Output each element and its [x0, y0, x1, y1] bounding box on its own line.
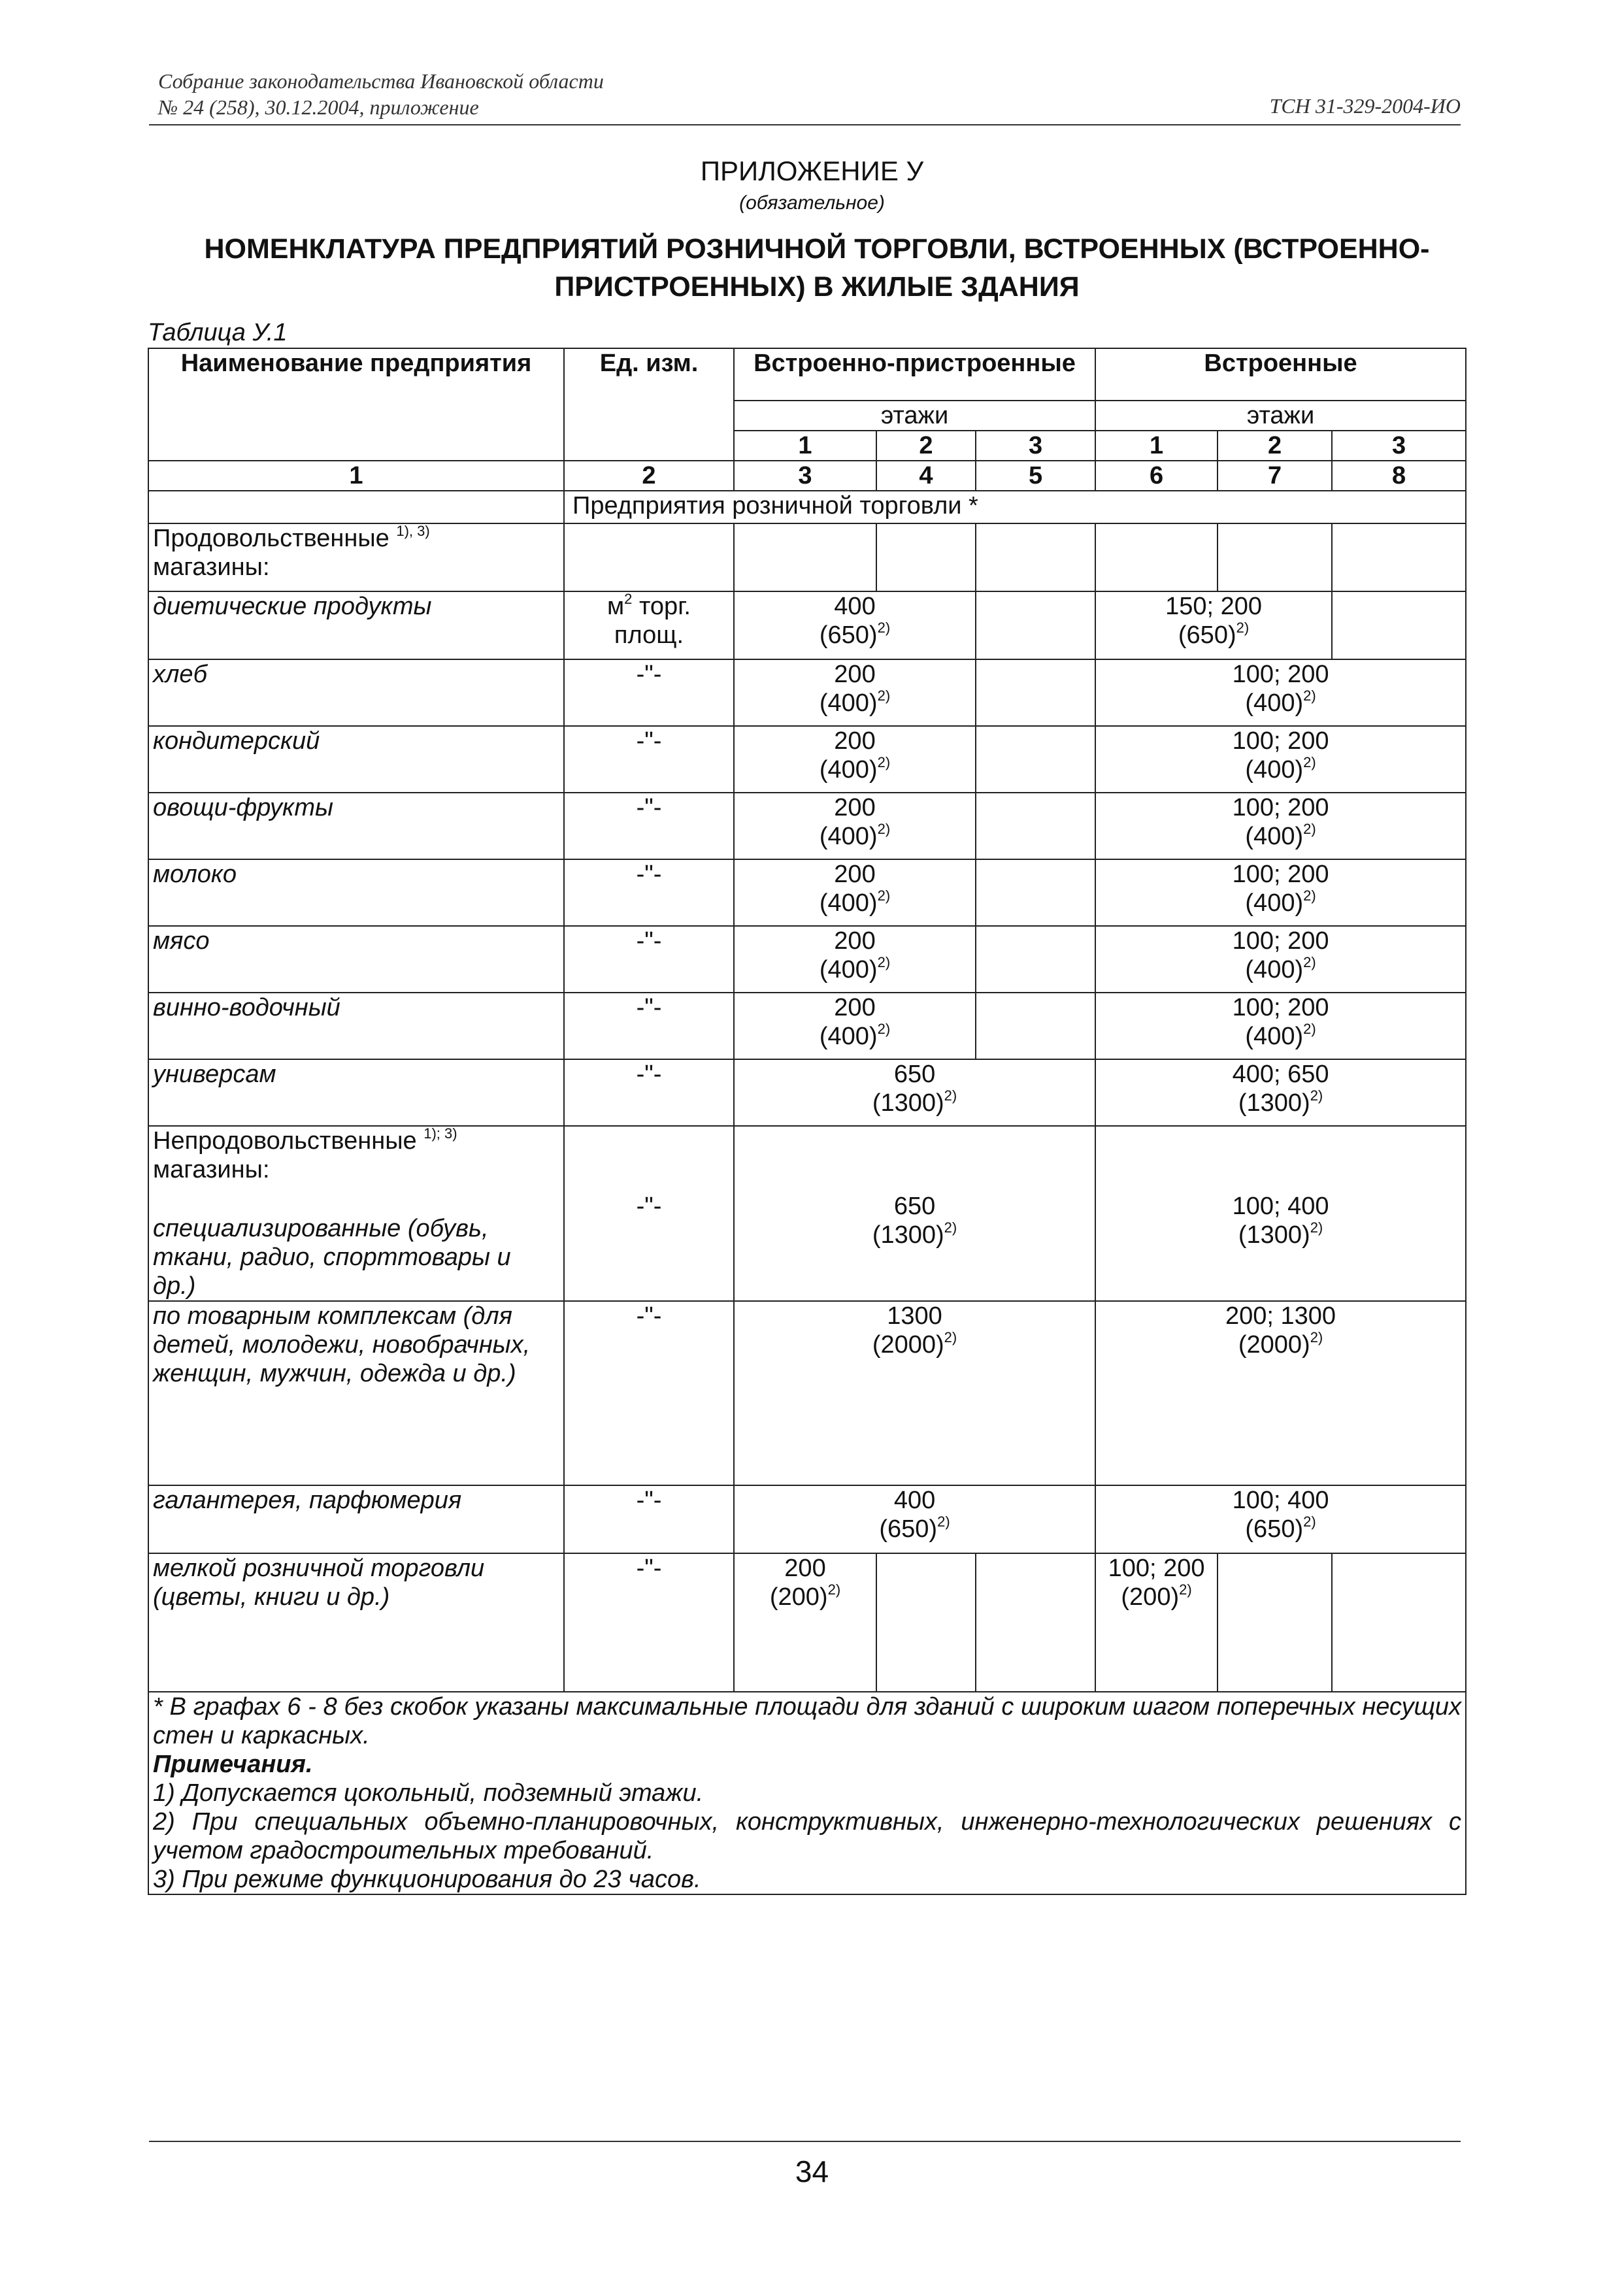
row-unit: -"-: [564, 793, 734, 859]
built-in-value: [1095, 659, 1466, 726]
value: 1300: [887, 1302, 942, 1330]
value: 400: [834, 593, 876, 620]
row-unit: -"-: [564, 926, 734, 993]
food-group-name2: магазины:: [153, 553, 270, 581]
attached-value: [734, 591, 976, 659]
value-paren: (400): [819, 1023, 878, 1050]
note-sup: 2): [1303, 687, 1316, 704]
value: 200: [834, 994, 876, 1021]
table-row: [148, 1553, 1466, 1692]
note-sup: 2): [1310, 1329, 1323, 1345]
section-title: Предприятия розничной торговли *: [564, 491, 1466, 523]
attached-value: [734, 793, 976, 859]
note-sup: 2): [944, 1087, 957, 1104]
note-1: 1) Допускается цокольный, подземный этажи.: [153, 1779, 704, 1807]
heading-line2: ПРИСТРОЕННЫХ) В ЖИЛЫЕ ЗДАНИЯ: [554, 271, 1080, 303]
table-row: [148, 859, 1466, 926]
table-row: [148, 1126, 1466, 1301]
table-row: [148, 726, 1466, 793]
row-unit: -"-: [564, 1553, 734, 1692]
note-sup: 2): [1303, 1021, 1316, 1037]
value: 100; 200: [1232, 794, 1329, 821]
value-paren: (400): [819, 756, 878, 784]
value-paren: (1300): [872, 1221, 944, 1249]
note-2: 2) При специальных объемно-планировочных, конструктивных, инженерно-технологических решениях с учетом градостроительных требований.: [153, 1808, 1462, 1864]
value: 200: [784, 1555, 826, 1582]
value: 100; 200: [1232, 861, 1329, 888]
attached-value: [734, 1126, 1095, 1301]
unit-m: м: [607, 593, 625, 620]
note-sup: 2): [877, 887, 891, 904]
note-sup: 2): [877, 619, 891, 636]
floor-number: 1: [1095, 431, 1218, 461]
header-rule: [149, 124, 1461, 125]
value-paren: (650): [1245, 1515, 1304, 1543]
row-unit: -"-: [564, 1485, 734, 1553]
header-name: Наименование предприятия: [148, 348, 564, 461]
nonfood-group-name2: магазины:: [153, 1156, 270, 1183]
note-sup: 2): [877, 821, 891, 837]
note-sup: 2): [1303, 1513, 1316, 1530]
attached-value: [734, 993, 976, 1059]
row-name: хлеб: [148, 659, 564, 726]
note-sup: 2): [1179, 1581, 1192, 1598]
value: 650: [893, 1061, 936, 1088]
row-unit: -"-: [564, 1126, 734, 1301]
table-row: [148, 993, 1466, 1059]
value: 200: [834, 927, 876, 955]
value: 100; 200: [1232, 927, 1329, 955]
value-paren: (1300): [1238, 1221, 1310, 1249]
value-paren: (200): [769, 1583, 828, 1611]
footer-rule: [149, 2141, 1461, 2142]
nonfood-group-note: 1); 3): [423, 1126, 457, 1142]
attached-value: [734, 659, 976, 726]
note-sup: 2): [944, 1329, 957, 1345]
source-line1: Собрание законодательства Ивановской области: [158, 69, 604, 93]
header-built-in: Встроенные: [1095, 348, 1466, 401]
attached-value: [734, 1059, 1095, 1126]
value: 200: [834, 727, 876, 755]
floor-number: 2: [1218, 431, 1332, 461]
note-sup: 2): [877, 687, 891, 704]
value: 100; 200: [1232, 661, 1329, 688]
page-number: 34: [795, 2154, 829, 2188]
row-unit: -"-: [564, 726, 734, 793]
value-paren: (400): [1245, 823, 1304, 850]
floor-number: 1: [734, 431, 876, 461]
note-sup: 2): [937, 1513, 950, 1530]
note-sup: 2): [1303, 887, 1316, 904]
value: 100; 200: [1232, 727, 1329, 755]
value-paren: (400): [819, 889, 878, 917]
value: 200: [834, 661, 876, 688]
value-paren: (400): [819, 689, 878, 717]
row-unit: -"-: [564, 1301, 734, 1485]
attached-value: [734, 1485, 1095, 1553]
unit-torg: торг.: [632, 593, 691, 620]
value-paren: (1300): [872, 1089, 944, 1117]
floor-number: 3: [1332, 431, 1466, 461]
row-name: диетические продукты: [148, 591, 564, 659]
built-in-value: [1095, 1485, 1466, 1553]
value: 200: [834, 794, 876, 821]
table-row: [148, 793, 1466, 859]
row-unit: [564, 591, 734, 659]
table-row: [148, 1485, 1466, 1553]
built-in-value: [1095, 591, 1332, 659]
document-code: ТСН 31-329-2004-ИО: [1269, 94, 1461, 118]
attached-value: [734, 1301, 1095, 1485]
value-paren: (400): [1245, 956, 1304, 983]
nonfood-group-name: Непродовольственные: [153, 1127, 417, 1155]
value: 400; 650: [1232, 1061, 1329, 1088]
built-in-value: [1095, 793, 1466, 859]
built-in-value: [1095, 1059, 1466, 1126]
row-name: галантерея, парфюмерия: [148, 1485, 564, 1553]
source-header: [158, 68, 812, 120]
built-in-value: [1095, 1301, 1466, 1485]
food-group-note: 1), 3): [396, 523, 430, 539]
note-3: 3) При режиме функционирования до 23 часов.: [153, 1866, 701, 1893]
column-number: 6: [1095, 461, 1218, 491]
attached-value: [734, 1553, 876, 1692]
nomenclature-table: [148, 348, 1467, 1895]
floor-number: 2: [876, 431, 976, 461]
value: 400: [893, 1487, 936, 1514]
food-group-label: [148, 523, 564, 591]
built-in-value: [1095, 993, 1466, 1059]
value: 100; 400: [1232, 1193, 1329, 1220]
row-unit: -"-: [564, 1059, 734, 1126]
row-name: мелкой розничной торговли (цветы, книги и др.): [148, 1553, 564, 1692]
value-paren: (2000): [872, 1331, 944, 1359]
row-unit: -"-: [564, 859, 734, 926]
appendix-title: ПРИЛОЖЕНИЕ У: [700, 156, 924, 186]
floor-number: 3: [976, 431, 1095, 461]
value-paren: (650): [1178, 621, 1236, 649]
header-floors-built-in: этажи: [1095, 401, 1466, 431]
built-in-value: [1095, 726, 1466, 793]
value-paren: (400): [819, 823, 878, 850]
built-in-value: [1095, 1553, 1218, 1692]
row-name: универсам: [148, 1059, 564, 1126]
column-number: 7: [1218, 461, 1332, 491]
note-sup: 2): [1303, 954, 1316, 970]
row-name: винно-водочный: [148, 993, 564, 1059]
row-name: мясо: [148, 926, 564, 993]
value-paren: (400): [1245, 689, 1304, 717]
note-sup: 2): [877, 754, 891, 770]
value-paren: (650): [879, 1515, 938, 1543]
heading-line1: НОМЕНКЛАТУРА ПРЕДПРИЯТИЙ РОЗНИЧНОЙ ТОРГОВЛИ, ВСТРОЕННЫХ (ВСТРОЕННО-: [204, 233, 1430, 265]
value-paren: (400): [1245, 889, 1304, 917]
document-heading: [176, 230, 1457, 306]
column-number: 2: [564, 461, 734, 491]
row-name: специализированные (обувь, ткани, радио, спорттовары и др.): [153, 1215, 511, 1300]
value-paren: (2000): [1238, 1331, 1310, 1359]
column-number: 8: [1332, 461, 1466, 491]
attached-value: [734, 926, 976, 993]
note-sup: 2): [1236, 619, 1250, 636]
note-sup: 2): [877, 1021, 891, 1037]
unit-plosch: площ.: [614, 621, 684, 649]
note-sup: 2): [1310, 1219, 1323, 1236]
value: 150; 200: [1165, 593, 1262, 620]
table-row: [148, 1059, 1466, 1126]
value-paren: (650): [819, 621, 878, 649]
column-number: 3: [734, 461, 876, 491]
food-group-name: Продовольственные: [153, 525, 389, 552]
table-row: [148, 1301, 1466, 1485]
note-sup: 2): [827, 1581, 841, 1598]
attached-value: [734, 726, 976, 793]
built-in-value: [1095, 859, 1466, 926]
unit-sup: 2: [624, 591, 633, 607]
note-sup: 2): [1303, 821, 1316, 837]
note-sup: 2): [1310, 1087, 1323, 1104]
column-number: 5: [976, 461, 1095, 491]
row-name: по товарным комплексам (для детей, молодежи, новобрачных, женщин, мужчин, одежда и др.): [148, 1301, 564, 1485]
value: 100; 200: [1232, 994, 1329, 1021]
nonfood-group-label: [148, 1126, 564, 1301]
value-paren: (400): [819, 956, 878, 983]
table-notes: [148, 1692, 1466, 1894]
table-row: [148, 926, 1466, 993]
row-name: кондитерский: [148, 726, 564, 793]
row-name: овощи-фрукты: [148, 793, 564, 859]
table-row: [148, 659, 1466, 726]
column-number: 1: [148, 461, 564, 491]
note-star: * В графах 6 - 8 без скобок указаны максимальные площади для зданий с широким шагом поперечных несущих стен и каркасных.: [153, 1693, 1462, 1749]
appendix-subtitle: (обязательное): [739, 192, 885, 214]
header-attached: Встроенно-пристроенные: [734, 348, 1095, 401]
attached-value: [734, 859, 976, 926]
note-sup: 2): [877, 954, 891, 970]
value-paren: (400): [1245, 756, 1304, 784]
note-sup: 2): [1303, 754, 1316, 770]
value-paren: (400): [1245, 1023, 1304, 1050]
value: 650: [893, 1193, 936, 1220]
column-number: 4: [876, 461, 976, 491]
header-floors-attached: этажи: [734, 401, 1095, 431]
row-name: молоко: [148, 859, 564, 926]
notes-title: Примечания.: [153, 1751, 313, 1778]
table-row: [148, 591, 1466, 659]
source-line2: № 24 (258), 30.12.2004, приложение: [158, 95, 479, 119]
value-paren: (200): [1121, 1583, 1180, 1611]
built-in-value: [1095, 1126, 1466, 1301]
row-unit: -"-: [564, 993, 734, 1059]
value: 100; 200: [1108, 1555, 1205, 1582]
value: 200: [834, 861, 876, 888]
header-unit: Ед. изм.: [564, 348, 734, 461]
built-in-value: [1095, 926, 1466, 993]
row-unit: -"-: [564, 659, 734, 726]
value: 100; 400: [1232, 1487, 1329, 1514]
note-sup: 2): [944, 1219, 957, 1236]
value: 200; 1300: [1225, 1302, 1336, 1330]
value-paren: (1300): [1238, 1089, 1310, 1117]
table-label: Таблица У.1: [148, 319, 288, 346]
